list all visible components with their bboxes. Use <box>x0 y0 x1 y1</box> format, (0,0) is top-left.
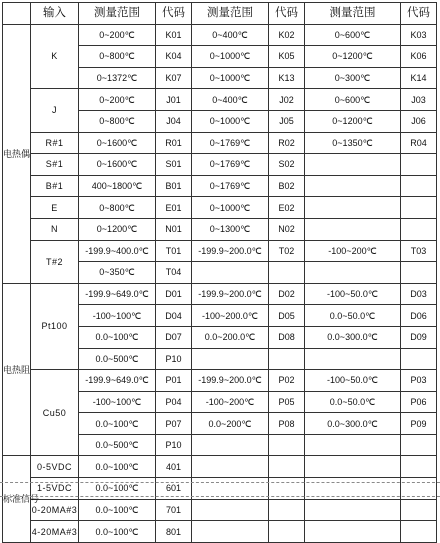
range-cell <box>305 154 401 176</box>
range-cell: -100~50.0℃ <box>305 370 401 392</box>
range-cell <box>192 262 269 284</box>
range-cell: 0~1000℃ <box>192 46 269 68</box>
code-cell: P04 <box>156 391 192 413</box>
range-cell: 0.0~100℃ <box>79 521 156 543</box>
range-cell <box>305 456 401 478</box>
range-cell: -199.9~649.0℃ <box>79 283 156 305</box>
range-cell: 0~800℃ <box>79 110 156 132</box>
code-cell: J01 <box>156 89 192 111</box>
range-cell <box>192 456 269 478</box>
code-cell: P07 <box>156 413 192 435</box>
code-cell: D07 <box>156 326 192 348</box>
code-cell: P01 <box>156 370 192 392</box>
code-cell: N01 <box>156 218 192 240</box>
range-cell: 0.0~200℃ <box>192 413 269 435</box>
input-type: J <box>31 89 79 132</box>
code-cell: P10 <box>156 434 192 456</box>
table-row <box>3 240 437 262</box>
range-cell <box>305 197 401 219</box>
range-cell: 0.0~300.0℃ <box>305 413 401 435</box>
range-cell: 400~1800℃ <box>79 175 156 197</box>
code-cell <box>269 521 305 543</box>
range-cell: 0~1769℃ <box>192 175 269 197</box>
header-range-2: 测量范围 <box>192 3 269 25</box>
header-corner <box>3 3 31 25</box>
range-cell <box>305 348 401 370</box>
code-cell: K06 <box>401 46 437 68</box>
input-type: 0-20MA#3 <box>31 499 79 521</box>
code-cell <box>269 499 305 521</box>
range-cell: 0.0~100℃ <box>79 478 156 500</box>
range-cell: 0~800℃ <box>79 197 156 219</box>
table-row <box>3 132 437 154</box>
range-cell: 0~1200℃ <box>305 46 401 68</box>
code-cell: D01 <box>156 283 192 305</box>
range-cell <box>192 499 269 521</box>
range-cell: -199.9~400.0℃ <box>79 240 156 262</box>
header-input: 输入 <box>31 3 79 25</box>
code-cell: P05 <box>269 391 305 413</box>
code-cell: R02 <box>269 132 305 154</box>
code-cell: P06 <box>401 391 437 413</box>
range-cell: 0~350℃ <box>79 262 156 284</box>
range-cell: 0.0~50.0℃ <box>305 305 401 327</box>
code-cell: D06 <box>401 305 437 327</box>
range-cell <box>305 521 401 543</box>
code-cell: K04 <box>156 46 192 68</box>
range-cell: -199.9~200.0℃ <box>192 370 269 392</box>
range-cell: -100~100℃ <box>79 305 156 327</box>
header-code-1: 代码 <box>156 3 192 25</box>
range-cell: 0~1200℃ <box>79 218 156 240</box>
header-code-3: 代码 <box>401 3 437 25</box>
code-cell: P09 <box>401 413 437 435</box>
range-cell <box>305 262 401 284</box>
header-range-3: 测量范围 <box>305 3 401 25</box>
code-cell: K14 <box>401 67 437 89</box>
range-cell: -100~200℃ <box>192 391 269 413</box>
range-cell <box>305 499 401 521</box>
range-cell <box>305 218 401 240</box>
code-cell <box>401 521 437 543</box>
range-cell <box>192 521 269 543</box>
input-type: 1-5VDC <box>31 478 79 500</box>
input-type: 4-20MA#3 <box>31 521 79 543</box>
range-cell: 0~1600℃ <box>79 132 156 154</box>
group-label: 电热偶 <box>3 24 31 283</box>
code-cell: J05 <box>269 110 305 132</box>
range-cell: -100~100℃ <box>79 391 156 413</box>
header-range-1: 测量范围 <box>79 3 156 25</box>
range-cell: 0.0~300.0℃ <box>305 326 401 348</box>
input-type: K <box>31 24 79 89</box>
table-row <box>3 521 437 543</box>
code-cell: T03 <box>401 240 437 262</box>
range-cell: 0.0~100℃ <box>79 326 156 348</box>
range-cell: 0.0~200.0℃ <box>192 326 269 348</box>
range-cell: 0~600℃ <box>305 89 401 111</box>
table-row <box>3 89 437 111</box>
code-cell <box>269 348 305 370</box>
code-cell: 701 <box>156 499 192 521</box>
range-cell <box>305 434 401 456</box>
range-cell: 0.0~100℃ <box>79 456 156 478</box>
code-cell: S01 <box>156 154 192 176</box>
code-cell <box>401 434 437 456</box>
code-cell: R01 <box>156 132 192 154</box>
input-type: Pt100 <box>31 283 79 369</box>
code-cell: 401 <box>156 456 192 478</box>
range-cell: 0~1769℃ <box>192 154 269 176</box>
code-cell: J04 <box>156 110 192 132</box>
code-cell: D09 <box>401 326 437 348</box>
code-cell: S02 <box>269 154 305 176</box>
range-cell: 0~400℃ <box>192 24 269 46</box>
range-cell <box>305 175 401 197</box>
code-cell: J03 <box>401 89 437 111</box>
range-cell: -199.9~200.0℃ <box>192 240 269 262</box>
code-cell: N02 <box>269 218 305 240</box>
range-cell: -100~50.0℃ <box>305 283 401 305</box>
dashed-divider <box>0 482 440 483</box>
range-cell: 0~1200℃ <box>305 110 401 132</box>
group-label: 标准信号 <box>3 456 31 542</box>
code-cell: D05 <box>269 305 305 327</box>
range-cell: 0~600℃ <box>305 24 401 46</box>
range-cell: 0~1372℃ <box>79 67 156 89</box>
code-cell: P10 <box>156 348 192 370</box>
range-cell: 0~1000℃ <box>192 110 269 132</box>
header-code-2: 代码 <box>269 3 305 25</box>
code-cell: R04 <box>401 132 437 154</box>
code-cell: E01 <box>156 197 192 219</box>
code-cell: J02 <box>269 89 305 111</box>
table-row <box>3 175 437 197</box>
table-row <box>3 370 437 392</box>
code-cell: P02 <box>269 370 305 392</box>
dashed-divider <box>0 496 440 497</box>
range-cell: 0~200℃ <box>79 89 156 111</box>
group-label: 电热阻 <box>3 283 31 456</box>
table-row <box>3 499 437 521</box>
code-cell: K03 <box>401 24 437 46</box>
code-cell: P08 <box>269 413 305 435</box>
range-cell: 0.0~500℃ <box>79 348 156 370</box>
range-cell: -199.9~649.0℃ <box>79 370 156 392</box>
range-cell: 0~1769℃ <box>192 132 269 154</box>
table-row <box>3 283 437 305</box>
code-cell: 801 <box>156 521 192 543</box>
range-cell: 0.0~100℃ <box>79 413 156 435</box>
input-type: S#1 <box>31 154 79 176</box>
input-type: E <box>31 197 79 219</box>
table-row <box>3 218 437 240</box>
input-type: R#1 <box>31 132 79 154</box>
code-cell <box>269 456 305 478</box>
code-cell: K07 <box>156 67 192 89</box>
code-cell <box>401 348 437 370</box>
table-row <box>3 456 437 478</box>
range-cell: 0~300℃ <box>305 67 401 89</box>
code-cell: D03 <box>401 283 437 305</box>
code-cell: E02 <box>269 197 305 219</box>
input-type: T#2 <box>31 240 79 283</box>
range-cell: 0.0~50.0℃ <box>305 391 401 413</box>
range-cell: 0.0~100℃ <box>79 499 156 521</box>
range-cell: 0~800℃ <box>79 46 156 68</box>
table-row <box>3 154 437 176</box>
range-cell <box>192 348 269 370</box>
table-row <box>3 197 437 219</box>
code-cell: B01 <box>156 175 192 197</box>
range-cell: 0~200℃ <box>79 24 156 46</box>
input-type: Cu50 <box>31 370 79 456</box>
code-cell: D02 <box>269 283 305 305</box>
range-cell: 0~1000℃ <box>192 197 269 219</box>
code-cell: D04 <box>156 305 192 327</box>
range-cell: 0~1600℃ <box>79 154 156 176</box>
code-cell <box>401 175 437 197</box>
range-cell: 0~400℃ <box>192 89 269 111</box>
code-cell: K13 <box>269 67 305 89</box>
code-cell: B02 <box>269 175 305 197</box>
range-cell: -199.9~200.0℃ <box>192 283 269 305</box>
code-cell: J06 <box>401 110 437 132</box>
code-cell: 601 <box>156 478 192 500</box>
code-cell <box>401 154 437 176</box>
range-cell: -100~200℃ <box>305 240 401 262</box>
code-cell: T02 <box>269 240 305 262</box>
code-cell <box>401 499 437 521</box>
spec-table <box>2 2 437 543</box>
code-cell: P03 <box>401 370 437 392</box>
range-cell: 0~1000℃ <box>192 67 269 89</box>
code-cell: T04 <box>156 262 192 284</box>
code-cell <box>401 262 437 284</box>
range-cell: 0.0~500℃ <box>79 434 156 456</box>
range-cell: -100~200.0℃ <box>192 305 269 327</box>
code-cell: D08 <box>269 326 305 348</box>
input-type: N <box>31 218 79 240</box>
range-cell <box>192 434 269 456</box>
table-row <box>3 24 437 46</box>
range-cell: 0~1350℃ <box>305 132 401 154</box>
range-cell: 0~1300℃ <box>192 218 269 240</box>
input-type: 0-5VDC <box>31 456 79 478</box>
code-cell <box>401 218 437 240</box>
code-cell <box>401 197 437 219</box>
code-cell <box>269 434 305 456</box>
header-row <box>3 3 437 25</box>
code-cell <box>269 262 305 284</box>
code-cell <box>401 456 437 478</box>
code-cell: K02 <box>269 24 305 46</box>
code-cell: K05 <box>269 46 305 68</box>
code-cell: T01 <box>156 240 192 262</box>
code-cell: K01 <box>156 24 192 46</box>
input-type: B#1 <box>31 175 79 197</box>
